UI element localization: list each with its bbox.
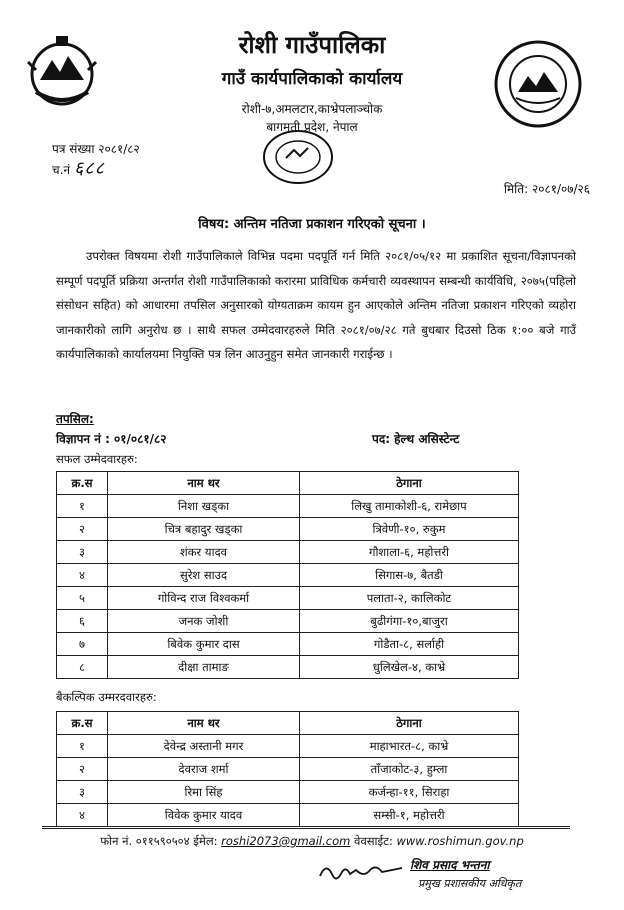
address-cell: गौशाला-६, महोत्तरी: [300, 541, 519, 564]
municipality-seal-icon: [492, 38, 584, 130]
footer-contact: [0, 834, 624, 849]
table-row: [57, 518, 519, 541]
address-line-1: रोशी-७,अमलटार,काभ्रेपलाञ्चोक: [241, 102, 383, 116]
table-row: [57, 781, 519, 804]
table-row: [57, 587, 519, 610]
municipality-title: रोशी गाउँपालिका: [238, 31, 386, 59]
address-cell: माहाभारत-८, काभ्रे: [300, 735, 519, 758]
dispatch-number: [52, 156, 105, 180]
name-cell: शंकर यादव: [108, 541, 300, 564]
serial-cell: १: [57, 735, 108, 758]
alternate-candidates-table: [56, 711, 519, 827]
letter-date: मिति: २०८१/०७/२६: [503, 182, 590, 196]
table-row: [57, 541, 519, 564]
header-serial: क्र.स: [57, 712, 108, 735]
website-link[interactable]: www.roshimun.gov.np: [396, 834, 524, 848]
successful-label: सफल उम्मेदवारहरु:: [56, 452, 138, 466]
address-cell: धुलिखेल-४, काभ्रे: [300, 656, 519, 679]
header-serial: क्र.स: [57, 472, 108, 495]
name-cell: गोविन्द राज विश्वकर्मा: [108, 587, 300, 610]
address-cell: बुढीगंगा-१०,बाजुरा: [300, 610, 519, 633]
serial-cell: ४: [57, 804, 108, 827]
table-row: [57, 656, 519, 679]
name-cell: जनक जोशी: [108, 610, 300, 633]
address-cell: सिगास-७, बैतडी: [300, 564, 519, 587]
name-cell: निशा खड्का: [108, 495, 300, 518]
footer-divider: [42, 826, 570, 829]
website-label: वेवसाईट:: [353, 834, 393, 848]
table-row: [57, 735, 519, 758]
serial-cell: ३: [57, 781, 108, 804]
office-stamp-icon: [262, 128, 334, 186]
address-cell: कर्जन्हा-११, सिराहा: [300, 781, 519, 804]
office-subtitle: गाउँ कार्यपालिकाको कार्यालय: [221, 69, 403, 89]
serial-cell: १: [57, 495, 108, 518]
signatory-name: शिव प्रसाद भन्तना: [410, 858, 490, 872]
subject-line: विषय: अन्तिम नतिजा प्रकाशन गरिएको सूचना ।: [198, 217, 426, 232]
name-cell: विवेक कुमार यादव: [108, 804, 300, 827]
signature-icon: [316, 858, 406, 888]
table-row: [57, 564, 519, 587]
address-cell: लिखु तामाकोशी-६, रामेछाप: [300, 495, 519, 518]
serial-cell: ७: [57, 633, 108, 656]
email-label: ईमेल:: [193, 834, 218, 848]
post-name: पद: हेल्थ असिस्टेन्ट: [372, 432, 460, 446]
address-cell: पलाता-२, कालिकोट: [300, 587, 519, 610]
advertisement-number: विज्ञापन नं : ०१/०८१/८२: [56, 432, 167, 446]
name-cell: चित्र बहादुर खड्का: [108, 518, 300, 541]
table-row: [57, 610, 519, 633]
table-row: [57, 804, 519, 827]
table-header-row: [57, 712, 519, 735]
serial-cell: २: [57, 518, 108, 541]
name-cell: देवराज शर्मा: [108, 758, 300, 781]
address-cell: सम्सी-१, महोत्तरी: [300, 804, 519, 827]
serial-cell: ८: [57, 656, 108, 679]
email-link[interactable]: roshi2073@gmail.com: [221, 834, 351, 848]
address-cell: गोडैता-८, सर्लाही: [300, 633, 519, 656]
notice-body: उपरोक्त विषयमा रोशी गाउँपालिकाले विभिन्न पदमा पदपूर्ति गर्न मिति २०८१/०५/१२ मा प्रकाशित सूचना/विज्ञापनको सम्पूर्ण पदपूर्ति प्रक्रिया अन्तर्गत रोशी गाउँपालिकाको करारमा प्राविधिक कर्मचारी व्यवस्थापन सम्बन्धी कार्यविधि, २०७५(पहिलो संसोधन सहित) को आधारमा तपसिल अनुसारको योग्यताक्रम कायम हुन आएकोले अन्तिम नतिजा प्रकाशन गरिएको व्यहोरा जानकारीको लागि अनुरोध छ । साथै सफल उम्मेदवारहरुले मिति २०८१/०७/२८ गते बुधबार दिउसो ठिक १:०० बजे गाउँ कार्यपालिकाको कार्यालयमा नियुक्ति पत्र लिन आउनुहुन समेत जानकारी गराईन्छ ।: [56, 249, 576, 361]
letter-number: पत्र संख्या २०८१/८२: [52, 142, 140, 156]
address-line-2: बागमती प्रदेश, नेपाल: [266, 120, 358, 134]
name-cell: रिमा सिंह: [108, 781, 300, 804]
serial-cell: ६: [57, 610, 108, 633]
serial-cell: ४: [57, 564, 108, 587]
name-cell: दीक्षा तामाङ: [108, 656, 300, 679]
table-row: [57, 633, 519, 656]
dispatch-label: च.नं: [52, 163, 71, 177]
name-cell: देवेन्द्र अस्तानी मगर: [108, 735, 300, 758]
alternate-label: बैकल्पिक उम्मरदवारहरु:: [56, 690, 157, 704]
dispatch-value: ६८८: [73, 158, 106, 179]
address-cell: त्रिवेणी-१०, रुकुम: [300, 518, 519, 541]
serial-cell: २: [57, 758, 108, 781]
name-cell: सुरेश साउद: [108, 564, 300, 587]
table-header-row: [57, 472, 519, 495]
signatory-designation: प्रमुख प्रशासकीय अधिकृत: [418, 877, 522, 890]
details-heading: तपसिल:: [56, 412, 94, 426]
header-address: ठेगाना: [300, 472, 519, 495]
serial-cell: ३: [57, 541, 108, 564]
address-cell: ताँजाकोट-३, हुम्ला: [300, 758, 519, 781]
table-row: [57, 758, 519, 781]
header-name: नाम थर: [108, 712, 300, 735]
table-row: [57, 495, 519, 518]
phone-number: फोन नं. ०११५९०५०४: [100, 834, 190, 848]
name-cell: बिवेक कुमार दास: [108, 633, 300, 656]
header-name: नाम थर: [108, 472, 300, 495]
successful-candidates-table: [56, 471, 519, 679]
header-address: ठेगाना: [300, 712, 519, 735]
serial-cell: ५: [57, 587, 108, 610]
